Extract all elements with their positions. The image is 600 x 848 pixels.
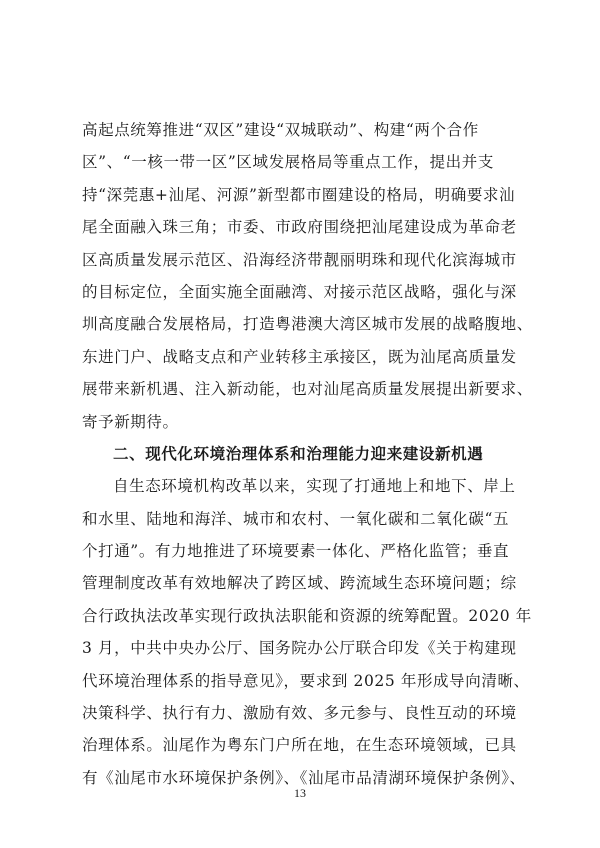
section-heading: 二、现代化环境治理体系和治理能力迎来建设新机遇: [113, 443, 484, 463]
text-line: 寄予新期待。: [82, 412, 179, 431]
page-number: 13: [294, 786, 306, 800]
text-line: 的目标定位，全面实施全面融湾、对接示范区战略，强化与深: [82, 282, 517, 301]
text-line: 有《汕尾市水环境保护条例》、《汕尾市品清湖环境保护条例》、: [82, 768, 526, 787]
text-line: 圳高度融合发展格局，打造粤港澳大湾区城市发展的战略腹地、: [82, 315, 533, 334]
text-line: 东进门户、战略支点和产业转移主承接区，既为汕尾高质量发: [82, 347, 517, 366]
text-line: 管理制度改革有效地解决了跨区域、跨流域生态环境问题；综: [82, 574, 517, 593]
text-line: 区高质量发展示范区、沿海经济带靓丽明珠和现代化滨海城市: [82, 250, 517, 269]
text-line: 决策科学、执行有力、激励有效、多元参与、良性互动的环境: [82, 704, 517, 723]
text-line: 合行政执法改革实现行政执法职能和资源的统筹配置。2020 年: [82, 606, 532, 625]
text-line: 治理体系。汕尾作为粤东门户所在地，在生态环境领域，已具: [82, 736, 517, 755]
text-line: 展带来新机遇、注入新动能，也对汕尾高质量发展提出新要求、: [82, 380, 533, 399]
text-line: 个打通”。有力地推进了环境要素一体化、严格化监管；垂直: [82, 542, 510, 561]
text-line: 3 月，中共中央办公厅、国务院办公厅联合印发《关于构建现: [82, 639, 517, 658]
text-line: 区”、“一核一带一区”区域发展格局等重点工作，提出并支: [82, 153, 494, 172]
text-line: 高起点统筹推进“双区”建设“双城联动”、构建“两个合作: [82, 121, 479, 139]
text-line: 自生态环境机构改革以来，实现了打通地上和地下、岸上: [113, 477, 516, 496]
body-text: [82, 114, 533, 794]
text-line: 尾全面融入珠三角；市委、市政府围绕把汕尾建设成为革命老: [82, 218, 517, 237]
text-line: 代环境治理体系的指导意见》，要求到 2025 年形成导向清晰、: [82, 671, 530, 690]
text-line: 和水里、陆地和海洋、城市和农村、一氧化碳和二氧化碳“五: [82, 509, 510, 528]
text-line: 持“深莞惠+汕尾、河源”新型都市圈建设的格局，明确要求汕: [82, 185, 516, 204]
